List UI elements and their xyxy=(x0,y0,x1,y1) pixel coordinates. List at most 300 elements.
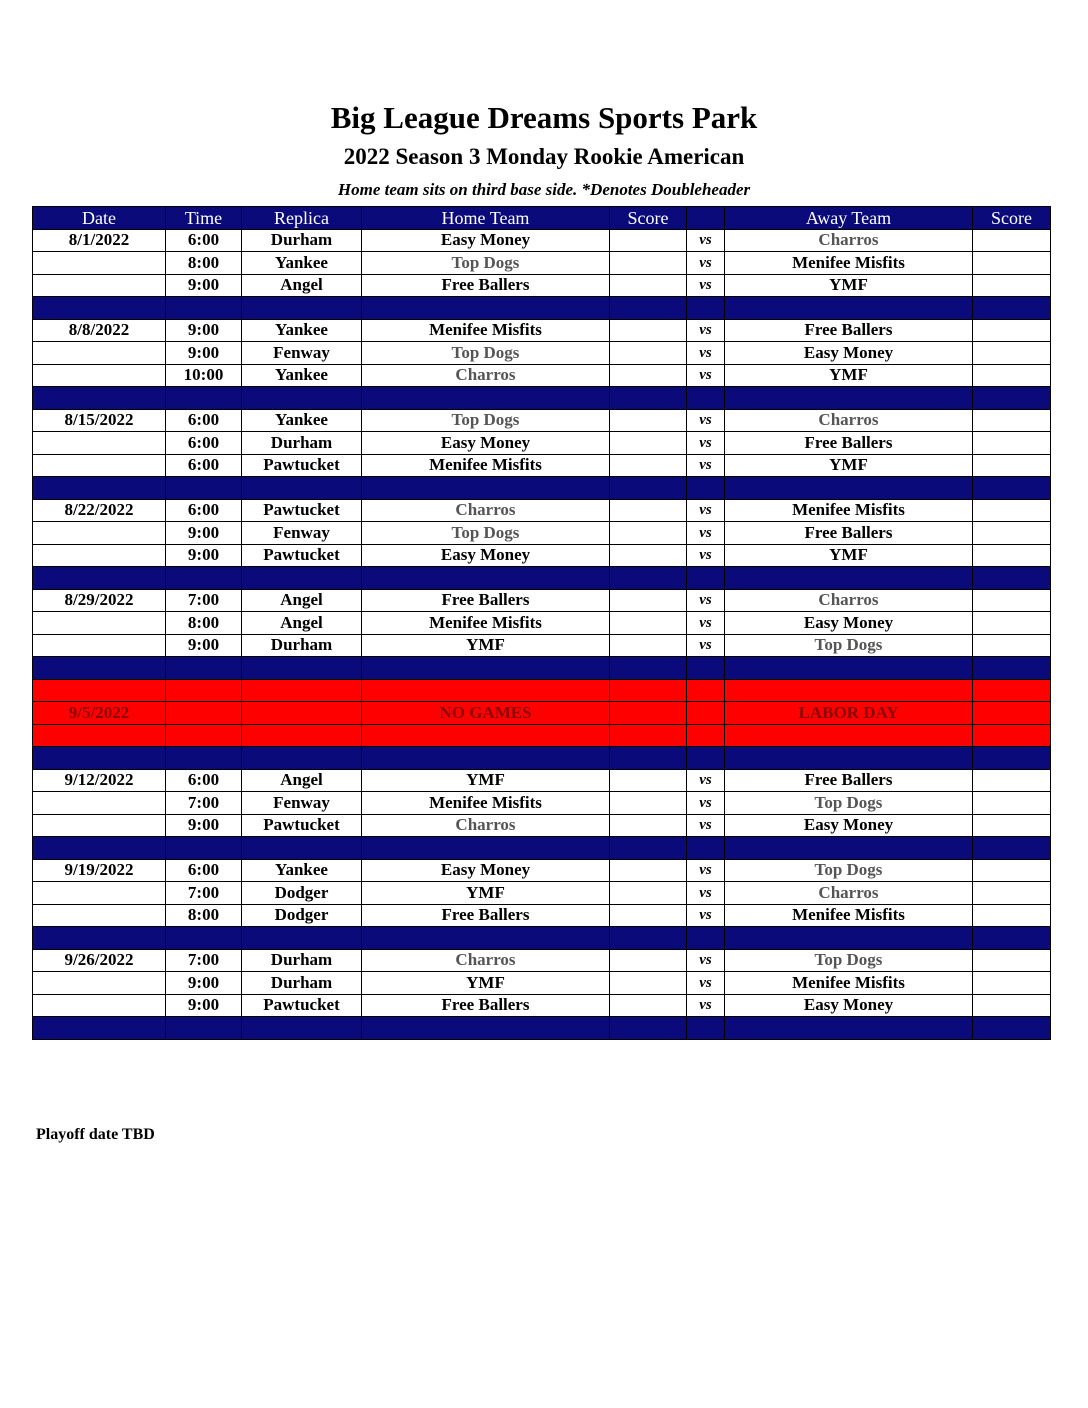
separator-cell xyxy=(362,1017,610,1040)
holiday-cell xyxy=(610,679,687,702)
away-score xyxy=(973,949,1051,972)
separator-cell xyxy=(242,477,362,500)
home-score xyxy=(610,432,687,455)
home-score xyxy=(610,544,687,567)
holiday-cell xyxy=(362,724,610,747)
away-team: Charros xyxy=(725,589,973,612)
holiday-cell xyxy=(166,702,242,725)
home-team: Free Ballers xyxy=(362,904,610,927)
game-date xyxy=(33,792,166,815)
separator-cell xyxy=(33,747,166,770)
home-team: Menifee Misfits xyxy=(362,792,610,815)
away-score xyxy=(973,769,1051,792)
separator-cell xyxy=(242,747,362,770)
holiday-cell xyxy=(973,724,1051,747)
vs-label: vs xyxy=(687,882,725,905)
away-score xyxy=(973,904,1051,927)
away-team: YMF xyxy=(725,274,973,297)
vs-label: vs xyxy=(687,814,725,837)
separator-cell xyxy=(166,477,242,500)
game-time: 6:00 xyxy=(166,769,242,792)
separator-cell xyxy=(33,567,166,590)
away-score xyxy=(973,589,1051,612)
separator-cell xyxy=(166,1017,242,1040)
game-row xyxy=(33,882,1051,905)
separator-cell xyxy=(166,927,242,950)
separator-cell xyxy=(725,657,973,680)
game-row xyxy=(33,589,1051,612)
game-date: 9/26/2022 xyxy=(33,949,166,972)
vs-label: vs xyxy=(687,499,725,522)
separator-cell xyxy=(973,567,1051,590)
game-field: Fenway xyxy=(242,522,362,545)
home-score xyxy=(610,972,687,995)
game-time: 7:00 xyxy=(166,589,242,612)
game-date xyxy=(33,904,166,927)
game-field: Pawtucket xyxy=(242,544,362,567)
home-team: Charros xyxy=(362,499,610,522)
separator-cell xyxy=(242,387,362,410)
separator-cell xyxy=(362,927,610,950)
separator-cell xyxy=(242,837,362,860)
separator-cell xyxy=(166,297,242,320)
separator-cell xyxy=(725,567,973,590)
game-field: Pawtucket xyxy=(242,814,362,837)
separator-cell xyxy=(725,1017,973,1040)
game-time: 7:00 xyxy=(166,949,242,972)
game-time: 9:00 xyxy=(166,994,242,1017)
game-field: Durham xyxy=(242,432,362,455)
away-team: Top Dogs xyxy=(725,949,973,972)
away-team: YMF xyxy=(725,364,973,387)
header-home-score: Score xyxy=(610,207,687,230)
game-date xyxy=(33,274,166,297)
page-title: Big League Dreams Sports Park xyxy=(330,100,758,135)
game-date: 8/22/2022 xyxy=(33,499,166,522)
separator-cell xyxy=(166,747,242,770)
game-time: 9:00 xyxy=(166,634,242,657)
separator-cell xyxy=(973,657,1051,680)
away-score xyxy=(973,814,1051,837)
away-score xyxy=(973,994,1051,1017)
holiday-date: 9/5/2022 xyxy=(33,702,166,725)
game-row xyxy=(33,432,1051,455)
holiday-cell xyxy=(725,724,973,747)
week-separator xyxy=(33,657,1051,680)
game-row xyxy=(33,342,1051,365)
home-score xyxy=(610,949,687,972)
home-score xyxy=(610,792,687,815)
home-team: YMF xyxy=(362,972,610,995)
separator-cell xyxy=(242,927,362,950)
game-field: Yankee xyxy=(242,364,362,387)
separator-cell xyxy=(242,567,362,590)
vs-label: vs xyxy=(687,949,725,972)
separator-cell xyxy=(33,927,166,950)
header-away-score: Score xyxy=(973,207,1051,230)
away-team: Top Dogs xyxy=(725,859,973,882)
game-date: 8/29/2022 xyxy=(33,589,166,612)
away-score xyxy=(973,882,1051,905)
header-replica: Replica xyxy=(242,207,362,230)
separator-cell xyxy=(362,567,610,590)
game-field: Dodger xyxy=(242,882,362,905)
holiday-cell xyxy=(610,724,687,747)
holiday-row xyxy=(33,702,1051,725)
game-time: 8:00 xyxy=(166,612,242,635)
separator-cell xyxy=(362,837,610,860)
game-date: 9/19/2022 xyxy=(33,859,166,882)
separator-cell xyxy=(33,837,166,860)
home-team: Easy Money xyxy=(362,432,610,455)
game-time: 7:00 xyxy=(166,882,242,905)
away-score xyxy=(973,972,1051,995)
game-date xyxy=(33,994,166,1017)
vs-label: vs xyxy=(687,229,725,252)
game-row xyxy=(33,949,1051,972)
home-score xyxy=(610,904,687,927)
game-date xyxy=(33,342,166,365)
game-field: Pawtucket xyxy=(242,994,362,1017)
vs-label: vs xyxy=(687,342,725,365)
separator-cell xyxy=(973,747,1051,770)
home-team: YMF xyxy=(362,882,610,905)
away-team: Easy Money xyxy=(725,814,973,837)
game-row xyxy=(33,454,1051,477)
game-row xyxy=(33,229,1051,252)
game-date xyxy=(33,364,166,387)
game-time: 6:00 xyxy=(166,229,242,252)
vs-label: vs xyxy=(687,319,725,342)
vs-label: vs xyxy=(687,454,725,477)
week-separator xyxy=(33,837,1051,860)
home-score xyxy=(610,634,687,657)
away-score xyxy=(973,612,1051,635)
game-date xyxy=(33,544,166,567)
holiday-cell xyxy=(166,724,242,747)
game-date xyxy=(33,814,166,837)
footer-note: Playoff date TBD xyxy=(36,1126,155,1143)
home-team: Free Ballers xyxy=(362,274,610,297)
game-time: 6:00 xyxy=(166,454,242,477)
holiday-cell xyxy=(242,679,362,702)
separator-cell xyxy=(687,1017,725,1040)
away-score xyxy=(973,252,1051,275)
vs-label: vs xyxy=(687,432,725,455)
game-row xyxy=(33,409,1051,432)
away-score xyxy=(973,409,1051,432)
game-time: 6:00 xyxy=(166,499,242,522)
game-row xyxy=(33,859,1051,882)
week-separator xyxy=(33,477,1051,500)
vs-label: vs xyxy=(687,364,725,387)
separator-cell xyxy=(166,657,242,680)
holiday-cell xyxy=(242,724,362,747)
page-subtitle: 2022 Season 3 Monday Rookie American xyxy=(343,144,745,169)
vs-label: vs xyxy=(687,409,725,432)
separator-cell xyxy=(610,477,687,500)
separator-cell xyxy=(973,387,1051,410)
holiday-home-note: NO GAMES xyxy=(362,702,610,725)
game-field: Durham xyxy=(242,949,362,972)
holiday-cell xyxy=(687,702,725,725)
away-team: YMF xyxy=(725,454,973,477)
away-score xyxy=(973,499,1051,522)
separator-cell xyxy=(610,1017,687,1040)
separator-cell xyxy=(687,837,725,860)
game-field: Durham xyxy=(242,634,362,657)
game-time: 8:00 xyxy=(166,904,242,927)
separator-cell xyxy=(725,297,973,320)
separator-cell xyxy=(725,747,973,770)
away-score xyxy=(973,522,1051,545)
away-score xyxy=(973,792,1051,815)
separator-cell xyxy=(725,927,973,950)
away-team: Free Ballers xyxy=(725,432,973,455)
separator-cell xyxy=(687,927,725,950)
game-field: Angel xyxy=(242,612,362,635)
separator-cell xyxy=(33,477,166,500)
separator-cell xyxy=(973,297,1051,320)
holiday-cell xyxy=(362,679,610,702)
home-team: Easy Money xyxy=(362,229,610,252)
away-score xyxy=(973,634,1051,657)
game-field: Yankee xyxy=(242,409,362,432)
away-team: Charros xyxy=(725,229,973,252)
separator-cell xyxy=(973,927,1051,950)
home-score xyxy=(610,409,687,432)
away-score xyxy=(973,274,1051,297)
separator-cell xyxy=(242,297,362,320)
game-field: Fenway xyxy=(242,792,362,815)
vs-label: vs xyxy=(687,252,725,275)
game-field: Durham xyxy=(242,229,362,252)
vs-label: vs xyxy=(687,274,725,297)
header-date: Date xyxy=(33,207,166,230)
header-time: Time xyxy=(166,207,242,230)
week-separator xyxy=(33,1017,1051,1040)
game-time: 6:00 xyxy=(166,432,242,455)
separator-cell xyxy=(687,567,725,590)
holiday-cell xyxy=(687,679,725,702)
holiday-cell xyxy=(610,702,687,725)
game-date xyxy=(33,252,166,275)
header-row xyxy=(33,207,1051,230)
game-field: Yankee xyxy=(242,859,362,882)
game-row xyxy=(33,319,1051,342)
game-field: Yankee xyxy=(242,319,362,342)
separator-cell xyxy=(166,567,242,590)
holiday-cell xyxy=(687,724,725,747)
away-team: Easy Money xyxy=(725,994,973,1017)
home-team: Easy Money xyxy=(362,859,610,882)
home-score xyxy=(610,882,687,905)
game-time: 9:00 xyxy=(166,522,242,545)
week-separator xyxy=(33,927,1051,950)
game-date xyxy=(33,612,166,635)
holiday-band-row xyxy=(33,679,1051,702)
separator-cell xyxy=(687,657,725,680)
game-row xyxy=(33,814,1051,837)
away-team: Top Dogs xyxy=(725,792,973,815)
game-row xyxy=(33,792,1051,815)
away-team: Easy Money xyxy=(725,612,973,635)
game-row xyxy=(33,544,1051,567)
home-score xyxy=(610,814,687,837)
separator-cell xyxy=(362,477,610,500)
away-team: Menifee Misfits xyxy=(725,904,973,927)
home-score xyxy=(610,522,687,545)
game-field: Angel xyxy=(242,274,362,297)
separator-cell xyxy=(242,1017,362,1040)
week-separator xyxy=(33,747,1051,770)
holiday-cell xyxy=(725,679,973,702)
home-team: Charros xyxy=(362,814,610,837)
home-team: Menifee Misfits xyxy=(362,454,610,477)
separator-cell xyxy=(166,837,242,860)
away-team: Free Ballers xyxy=(725,769,973,792)
away-team: Charros xyxy=(725,882,973,905)
home-team: Free Ballers xyxy=(362,589,610,612)
game-field: Angel xyxy=(242,589,362,612)
away-score xyxy=(973,432,1051,455)
game-field: Dodger xyxy=(242,904,362,927)
separator-cell xyxy=(362,387,610,410)
vs-label: vs xyxy=(687,769,725,792)
separator-cell xyxy=(610,567,687,590)
game-date xyxy=(33,522,166,545)
home-score xyxy=(610,252,687,275)
game-date xyxy=(33,882,166,905)
vs-label: vs xyxy=(687,544,725,567)
separator-cell xyxy=(687,297,725,320)
home-score xyxy=(610,769,687,792)
game-time: 7:00 xyxy=(166,792,242,815)
separator-cell xyxy=(687,387,725,410)
separator-cell xyxy=(973,477,1051,500)
vs-label: vs xyxy=(687,859,725,882)
game-row xyxy=(33,972,1051,995)
game-date xyxy=(33,454,166,477)
separator-cell xyxy=(610,297,687,320)
game-row xyxy=(33,994,1051,1017)
separator-cell xyxy=(725,837,973,860)
schedule-note: Home team sits on third base side. *Denotes Doubleheader xyxy=(337,180,751,199)
game-time: 6:00 xyxy=(166,409,242,432)
game-time: 8:00 xyxy=(166,252,242,275)
vs-label: vs xyxy=(687,792,725,815)
holiday-away-note: LABOR DAY xyxy=(725,702,973,725)
home-score xyxy=(610,859,687,882)
home-team: Menifee Misfits xyxy=(362,612,610,635)
week-separator xyxy=(33,567,1051,590)
home-score xyxy=(610,364,687,387)
separator-cell xyxy=(33,1017,166,1040)
separator-cell xyxy=(362,747,610,770)
holiday-cell xyxy=(33,679,166,702)
holiday-cell xyxy=(973,679,1051,702)
vs-label: vs xyxy=(687,972,725,995)
separator-cell xyxy=(166,387,242,410)
separator-cell xyxy=(725,477,973,500)
separator-cell xyxy=(242,657,362,680)
separator-cell xyxy=(973,1017,1051,1040)
home-score xyxy=(610,499,687,522)
away-score xyxy=(973,859,1051,882)
header-vs xyxy=(687,207,725,230)
separator-cell xyxy=(362,297,610,320)
separator-cell xyxy=(610,387,687,410)
game-row xyxy=(33,612,1051,635)
vs-label: vs xyxy=(687,904,725,927)
away-team: Menifee Misfits xyxy=(725,972,973,995)
game-row xyxy=(33,252,1051,275)
game-time: 9:00 xyxy=(166,972,242,995)
separator-cell xyxy=(362,657,610,680)
home-team: YMF xyxy=(362,634,610,657)
game-date xyxy=(33,634,166,657)
header-home-team: Home Team xyxy=(362,207,610,230)
game-time: 9:00 xyxy=(166,544,242,567)
game-date: 8/8/2022 xyxy=(33,319,166,342)
home-team: Free Ballers xyxy=(362,994,610,1017)
game-field: Pawtucket xyxy=(242,454,362,477)
week-separator xyxy=(33,387,1051,410)
home-team: Charros xyxy=(362,949,610,972)
away-team: Menifee Misfits xyxy=(725,499,973,522)
game-row xyxy=(33,769,1051,792)
home-team: Top Dogs xyxy=(362,409,610,432)
holiday-cell xyxy=(242,702,362,725)
holiday-cell xyxy=(973,702,1051,725)
home-team: Charros xyxy=(362,364,610,387)
header-away-team: Away Team xyxy=(725,207,973,230)
home-score xyxy=(610,612,687,635)
holiday-cell xyxy=(33,724,166,747)
game-row xyxy=(33,904,1051,927)
home-score xyxy=(610,319,687,342)
separator-cell xyxy=(610,657,687,680)
game-time: 9:00 xyxy=(166,319,242,342)
separator-cell xyxy=(33,387,166,410)
game-date: 8/15/2022 xyxy=(33,409,166,432)
home-team: Top Dogs xyxy=(362,342,610,365)
game-field: Angel xyxy=(242,769,362,792)
game-date: 9/12/2022 xyxy=(33,769,166,792)
game-field: Durham xyxy=(242,972,362,995)
vs-label: vs xyxy=(687,634,725,657)
home-score xyxy=(610,994,687,1017)
home-score xyxy=(610,454,687,477)
game-time: 9:00 xyxy=(166,274,242,297)
game-date: 8/1/2022 xyxy=(33,229,166,252)
home-score xyxy=(610,589,687,612)
away-score xyxy=(973,342,1051,365)
away-team: Free Ballers xyxy=(725,319,973,342)
home-score xyxy=(610,342,687,365)
away-team: Easy Money xyxy=(725,342,973,365)
game-time: 10:00 xyxy=(166,364,242,387)
home-team: Easy Money xyxy=(362,544,610,567)
week-separator xyxy=(33,297,1051,320)
holiday-cell xyxy=(166,679,242,702)
vs-label: vs xyxy=(687,994,725,1017)
separator-cell xyxy=(725,387,973,410)
separator-cell xyxy=(610,747,687,770)
separator-cell xyxy=(973,837,1051,860)
separator-cell xyxy=(33,657,166,680)
away-score xyxy=(973,229,1051,252)
